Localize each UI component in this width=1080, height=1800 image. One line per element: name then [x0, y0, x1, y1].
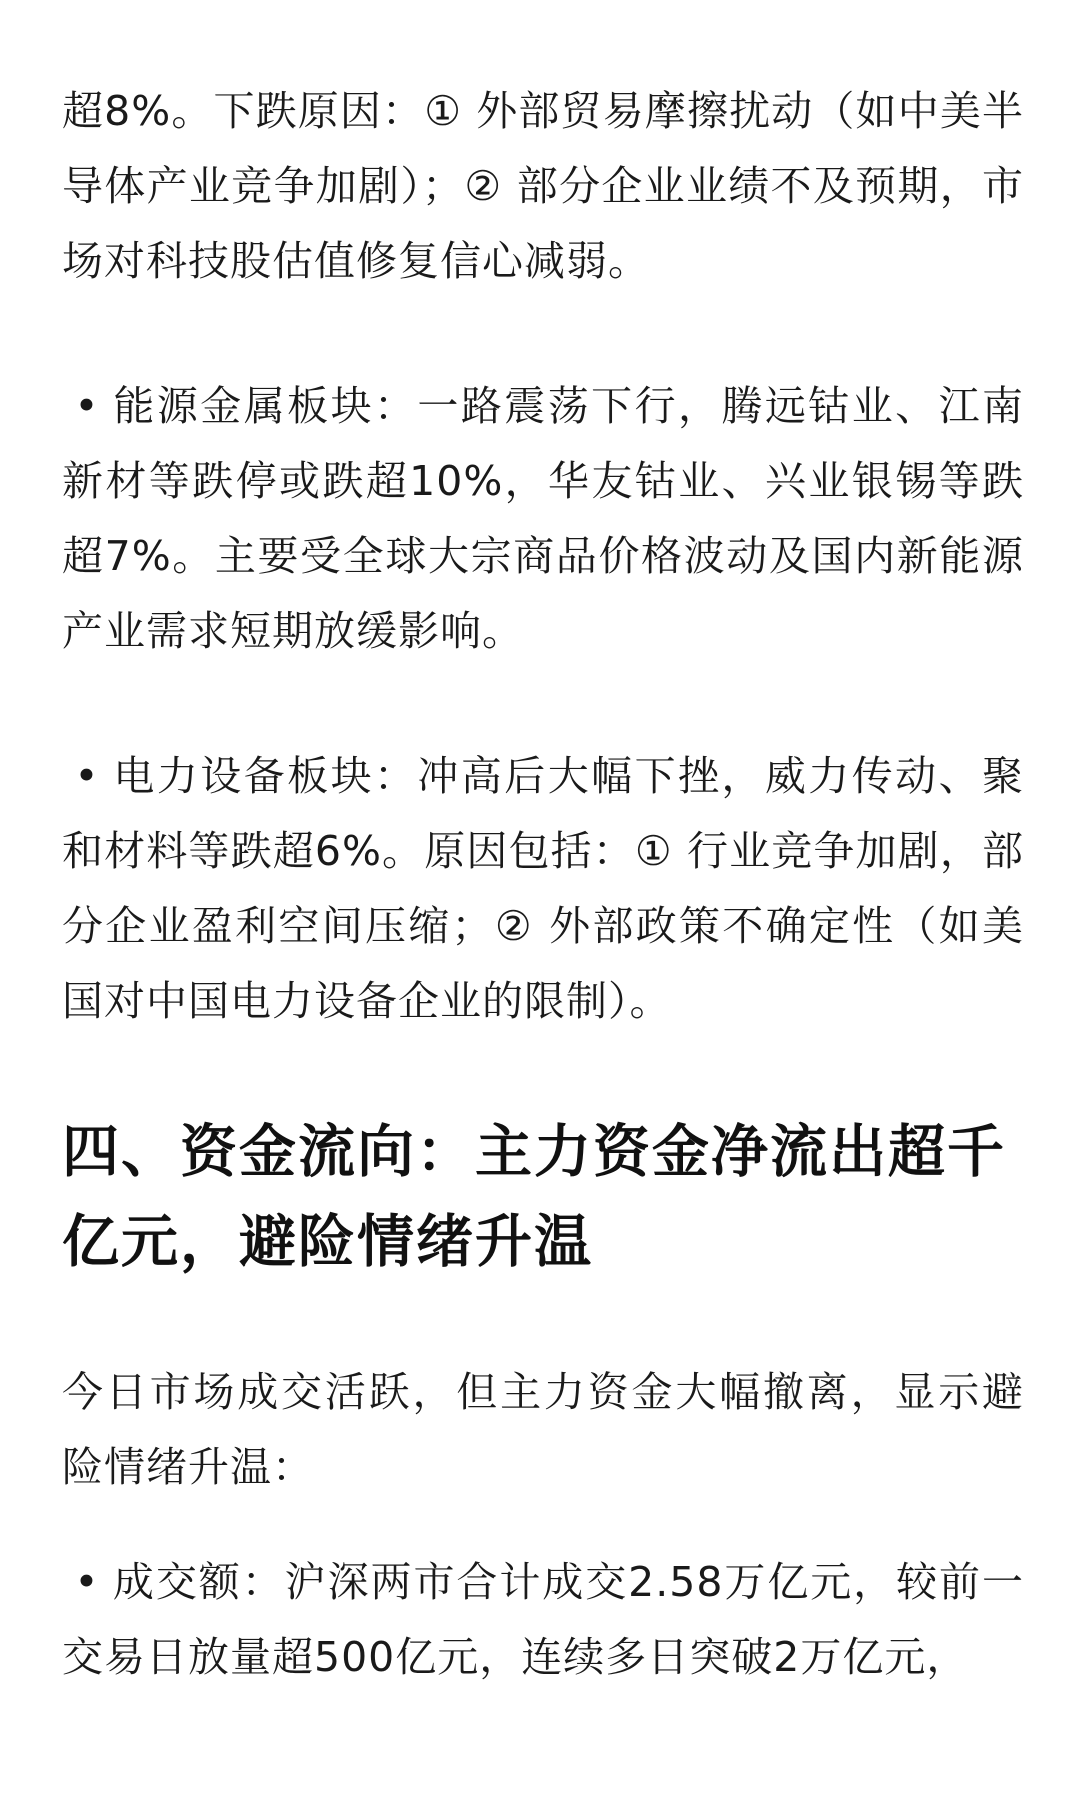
article-body [62, 74, 1024, 1695]
bullet-turnover [62, 1545, 1024, 1695]
paragraph-intro: 今日市场成交活跃，但主力资金大幅撤离，显示避险情绪升温： [62, 1368, 1024, 1491]
paragraph-tech-decline: 超8%。下跌原因：① 外部贸易摩擦扰动（如中美半导体产业竞争加剧）；② 部分企业业绩不及预期，市场对科技股估值修复信心减弱。 [62, 87, 1024, 285]
section-heading: 四、资金流向：主力资金净流出超千亿元，避险情绪升温 [62, 1119, 1006, 1275]
bullet-power-equipment [62, 739, 1024, 1039]
bullet-marker: • [74, 752, 100, 800]
bullet-text: 成交额：沪深两市合计成交2.58万亿元，较前一交易日放量超500亿元，连续多日突破2万亿元， [62, 1558, 1024, 1681]
bullet-text: 能源金属板块：一路震荡下行，腾远钴业、江南新材等跌停或跌超10%，华友钴业、兴业银锡等跌超7%。主要受全球大宗商品价格波动及国内新能源产业需求短期放缓影响。 [62, 382, 1024, 655]
bullet-text: 电力设备板块：冲高后大幅下挫，威力传动、聚和材料等跌超6%。原因包括：① 行业竞争加剧，部分企业盈利空间压缩；② 外部政策不确定性（如美国对中国电力设备企业的限制）。 [62, 752, 1024, 1025]
bullet-marker: • [74, 1558, 100, 1606]
bullet-energy-metals [62, 369, 1024, 669]
bullet-marker: • [74, 382, 100, 430]
